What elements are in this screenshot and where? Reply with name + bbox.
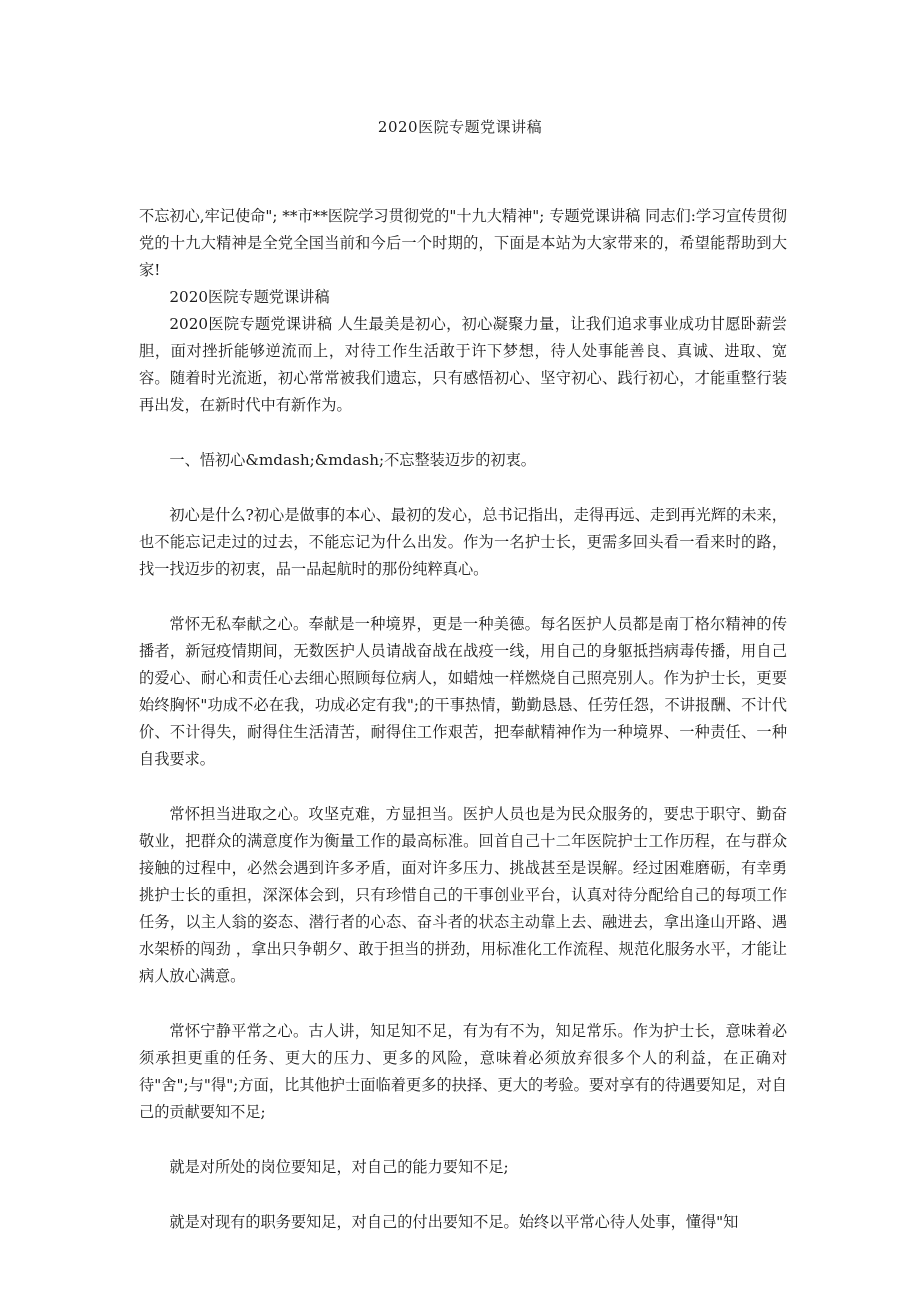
body-paragraph: 常怀宁静平常之心。古人讲，知足知不足，有为有不为，知足常乐。作为护士长，意味着必须承担更重的任务、更大的压力、更多的风险，意味着必须放弃很多个人的利益，在正确对待"舍";与"得";方面，比其他护士面临着更多的抉择、更大的考验。要对享有的待遇要知足，对自己的贡献要知不足; [139, 1022, 787, 1121]
body-paragraph: 常怀担当进取之心。攻坚克难，方显担当。医护人员也是为民众服务的，要忠于职守、勤奋敬业，把群众的满意度作为衡量工作的最高标准。回首自己十二年医院护士工作历程，在与群众接触的过程中，必然会遇到许多矛盾，面对许多压力、挑战甚至是误解。经过困难磨砺，有幸勇挑护士长的重担，深深体会到，只有珍惜自己的干事创业平台，认真对待分配给自己的每项工作任务，以主人翁的姿态、潜行者的心态、奋斗者的状态主动靠上去、融进去，拿出逢山开路、遇水架桥的闯劲 ，拿出只争朝夕、敢于担当的拼劲，用标准化工作流程、规范化服务水平，才能让病人放心满意。 [139, 805, 787, 985]
body-paragraph: 常怀无私奉献之心。奉献是一种境界，更是一种美德。每名医护人员都是南丁格尔精神的传播者，新冠疫情期间，无数医护人员请战奋战在战疫一线，用自己的身躯抵挡病毒传播，用自己的爱心、耐心和责任心去细心照顾每位病人，如蜡烛一样燃烧自己照亮别人。作为护士长，更要始终胸怀"功成不必在我，功成必定有我";的干事热情，勤勤恳恳、任劳任怨，不讲报酬、不计代价、不计得失，耐得住生活清苦，耐得住工作艰苦，把奉献精神作为一种境界、一种责任、一种自我要求。 [139, 615, 787, 768]
document-title: 2020医院专题党课讲稿 [377, 118, 543, 136]
body-paragraph: 初心是什么?初心是做事的本心、最初的发心，总书记指出，走得再远、走到再光辉的未来，也不能忘记走过的过去，不能忘记为什么出发。作为一名护士长，更需多回头看一看来时的路，找一找迈步的初衷，品一品起航时的那份纯粹真心。 [139, 506, 787, 578]
opening-paragraph: 2020医院专题党课讲稿 人生最美是初心，初心凝聚力量，让我们追求事业成功甘愿卧薪尝胆，面对挫折能够逆流而上，对待工作生活敢于许下梦想，待人处事能善良、真诚、进取、宽容。随着时光流逝，初心常常被我们遗忘，只有感悟初心、坚守初心、践行初心，才能重整行装再出发，在新时代中有新作为。 [139, 315, 787, 414]
intro-paragraph: 不忘初心,牢记使命"; **市**医院学习贯彻党的"十九大精神"; 专题党课讲稿 同志们:学习宣传贯彻党的十九大精神是全党全国当前和今后一个时期的，下面是本站为大家带来的，希望能帮助到大家! [139, 207, 787, 279]
body-paragraph: 就是对现有的职务要知足，对自己的付出要知不足。始终以平常心待人处事，懂得"知 [169, 1213, 739, 1231]
section-heading: 一、悟初心&mdash;&mdash;不忘整装迈步的初衷。 [169, 451, 536, 469]
subtitle-paragraph: 2020医院专题党课讲稿 [169, 288, 330, 306]
body-paragraph: 就是对所处的岗位要知足，对自己的能力要知不足; [169, 1158, 509, 1176]
document-body [139, 203, 787, 1236]
